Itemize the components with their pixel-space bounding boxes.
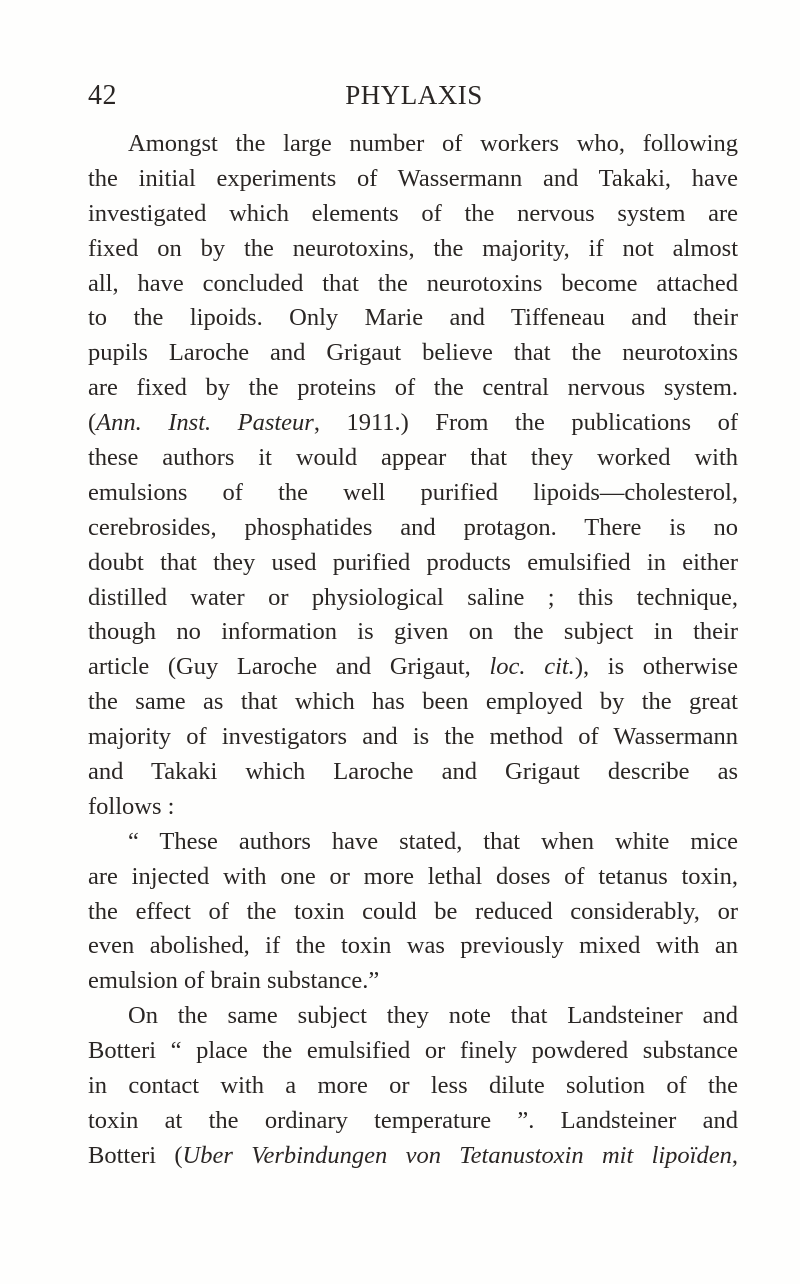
citation-italic: loc. cit.: [489, 653, 575, 681]
body-text: [88, 127, 738, 1174]
text-line: Botteri “ place the emulsified or finely powdered substance: [88, 1037, 738, 1065]
text-line: distilled water or physiological saline ; this technique,: [88, 583, 738, 611]
text-line: pupils Laroche and Grigaut believe that the neurotoxins: [88, 339, 738, 367]
text-span: Botteri (: [88, 1141, 183, 1169]
text-line: though no information is given on the subject in their: [88, 618, 738, 646]
text-line: and Takaki which Laroche and Grigaut describe as: [88, 758, 738, 786]
text-line: the same as that which has been employed by the great: [88, 688, 738, 716]
text-line: toxin at the ordinary temperature ”. Landsteiner and: [88, 1106, 738, 1134]
text-span: (: [88, 409, 97, 437]
text-line: the initial experiments of Wassermann and Takaki, have: [88, 164, 738, 192]
text-line: fixed on by the neurotoxins, the majority, if not almost: [88, 234, 738, 262]
running-head: [88, 80, 740, 120]
text-span: ,: [731, 1141, 738, 1169]
text-line: emulsions of the well purified lipoids—cholesterol,: [88, 478, 738, 506]
text-line: investigated which elements of the nervous system are: [88, 199, 738, 227]
text-line: all, have concluded that the neurotoxins become attached: [88, 269, 738, 297]
text-line: even abolished, if the toxin was previously mixed with an: [88, 932, 738, 960]
text-line: are injected with one or more lethal doses of tetanus toxin,: [88, 862, 738, 890]
text-line: the effect of the toxin could be reduced considerably, or: [88, 897, 738, 925]
text-line: On the same subject they note that Landsteiner and: [128, 1002, 738, 1030]
text-span: article (Guy Laroche and Grigaut,: [88, 653, 490, 681]
text-line: “ These authors have stated, that when white mice: [128, 827, 738, 855]
page-number: 42: [88, 80, 117, 111]
text-line: [88, 650, 738, 685]
text-line: majority of investigators and is the method of Wassermann: [88, 723, 738, 751]
text-line: doubt that they used purified products emulsified in either: [88, 548, 738, 576]
text-line: are fixed by the proteins of the central nervous system.: [88, 374, 738, 402]
text-line: cerebrosides, phosphatides and protagon. There is no: [88, 513, 738, 541]
text-line: in contact with a more or less dilute solution of the: [88, 1072, 738, 1100]
text-line: [88, 1139, 738, 1174]
text-line: to the lipoids. Only Marie and Tiffeneau and their: [88, 304, 738, 332]
text-span: , 1911.) From the publications of: [313, 409, 738, 437]
text-line: [88, 406, 738, 441]
citation-italic: Uber Verbindungen von Tetanustoxin mit lipoïden: [182, 1141, 732, 1169]
text-line: these authors it would appear that they worked with: [88, 444, 738, 472]
text-span: ), is otherwise: [574, 653, 739, 681]
running-title: PHYLAXIS: [345, 80, 483, 110]
text-line: follows :: [88, 792, 175, 820]
text-line: Amongst the large number of workers who, following: [128, 130, 738, 157]
text-line: emulsion of brain substance.”: [88, 967, 380, 995]
citation-italic: Ann. Inst. Pasteur: [96, 409, 314, 437]
